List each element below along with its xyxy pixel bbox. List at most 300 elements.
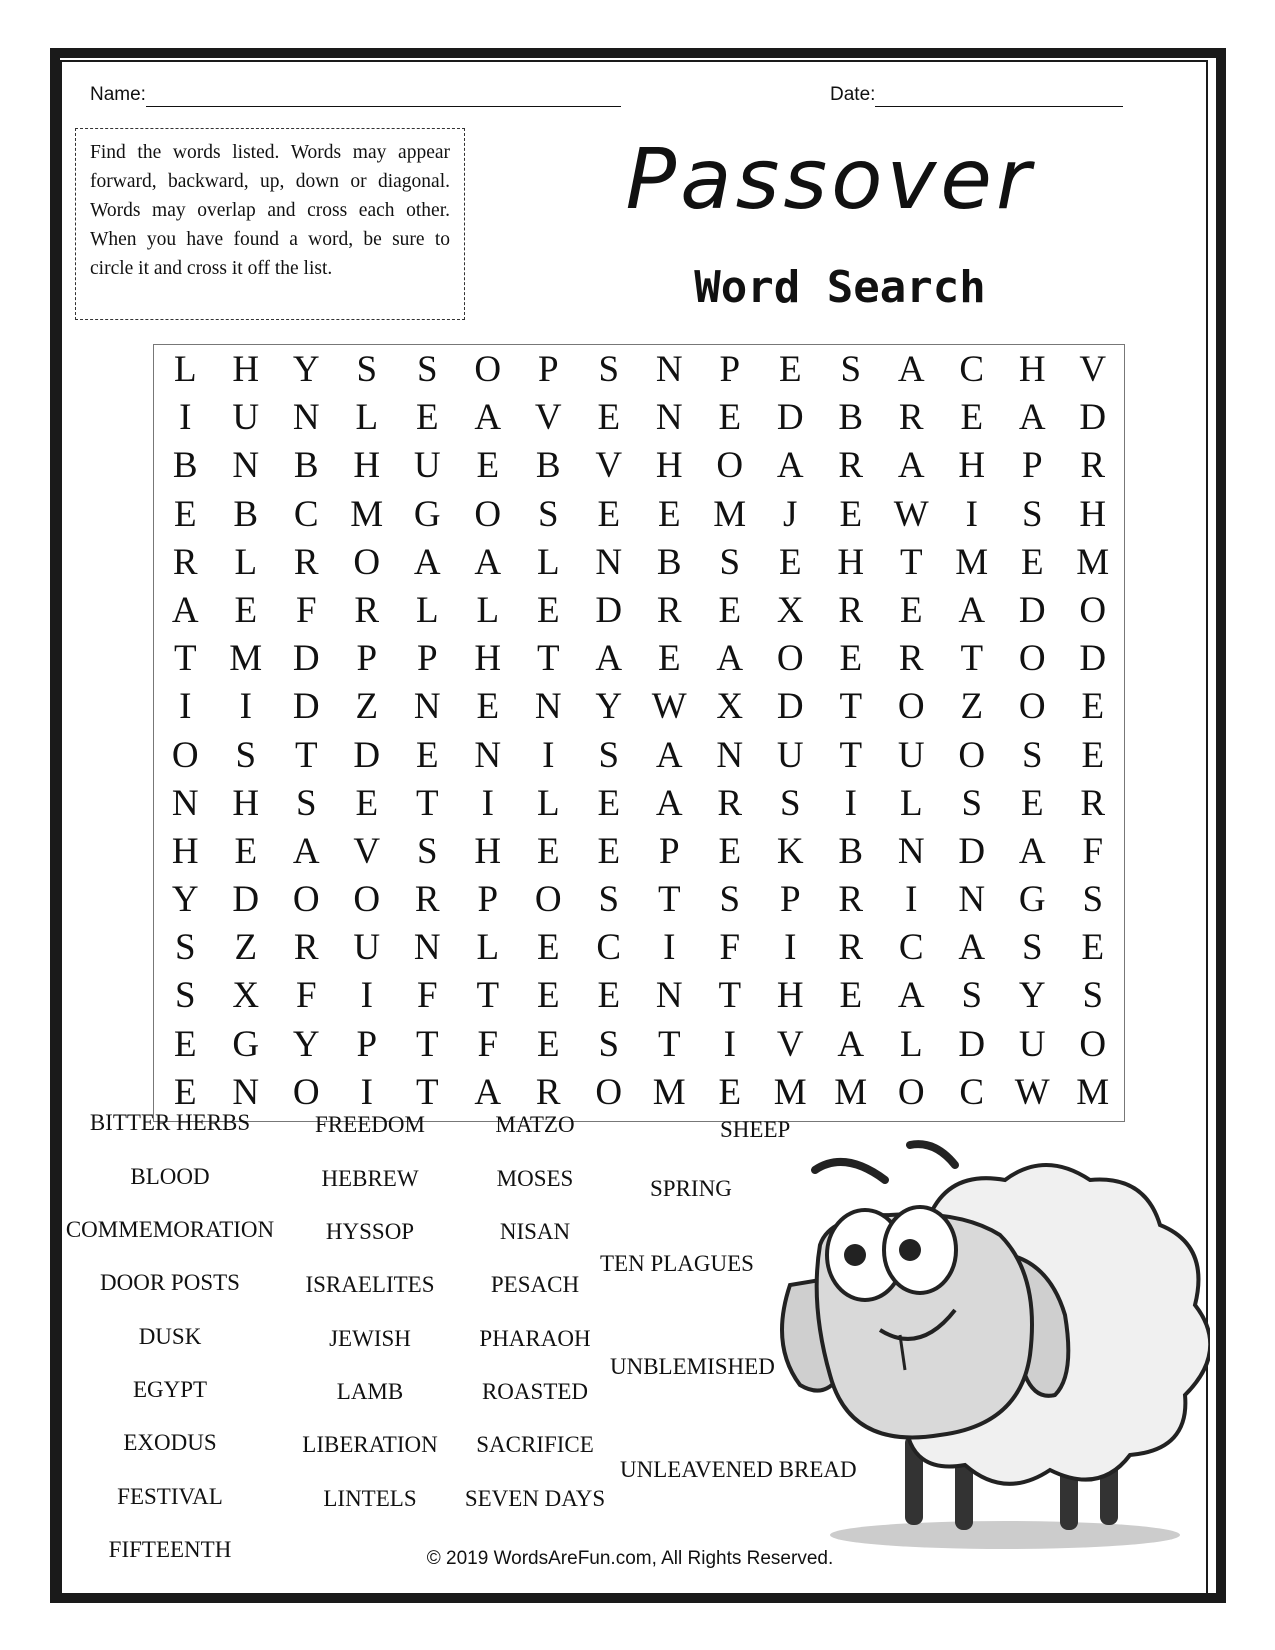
grid-letter[interactable]: O [353,879,381,921]
word-list-item[interactable]: JEWISH [329,1326,411,1351]
grid-letter[interactable]: S [295,782,317,824]
grid-letter[interactable]: E [899,589,923,631]
grid-letter[interactable]: G [413,493,441,535]
grid-letter[interactable]: A [292,830,320,872]
grid-letter[interactable]: X [776,589,804,631]
grid-letter[interactable]: N [292,397,320,439]
grid-letter[interactable]: S [1082,879,1104,921]
grid-letter[interactable]: X [232,975,260,1017]
word-list-item[interactable]: FIFTEENTH [108,1537,232,1562]
grid-letter[interactable]: S [1082,975,1104,1017]
grid-letter[interactable]: R [1080,445,1106,487]
grid-letter[interactable]: A [776,445,804,487]
word-list-item[interactable]: EGYPT [132,1377,208,1402]
grid-letter[interactable]: D [1079,638,1107,680]
grid-letter[interactable]: D [776,686,804,728]
grid-letter[interactable]: A [897,445,925,487]
grid-letter[interactable]: T [718,975,742,1017]
grid-letter[interactable]: B [233,493,259,535]
grid-letter[interactable]: R [838,927,864,969]
grid-letter[interactable]: E [234,830,258,872]
grid-letter[interactable]: D [958,1023,986,1065]
grid-letter[interactable]: L [536,782,560,824]
grid-letter[interactable]: R [172,541,198,583]
grid-letter[interactable]: P [477,879,499,921]
grid-letter[interactable]: N [655,349,683,390]
grid-letter[interactable]: L [899,1023,923,1065]
grid-letter[interactable]: I [905,879,918,921]
grid-letter[interactable]: H [1018,349,1046,390]
grid-letter[interactable]: Y [292,349,320,390]
grid-letter[interactable]: D [292,638,320,680]
word-list-item[interactable]: LINTELS [323,1486,417,1511]
word-list-item[interactable]: HYSSOP [325,1219,415,1244]
grid-letter[interactable]: E [597,975,621,1017]
grid-letter[interactable]: E [173,1023,197,1065]
word-list-item[interactable]: DUSK [138,1324,202,1349]
date-label: Date: [830,84,876,105]
grid-letter[interactable]: A [958,589,986,631]
grid-letter[interactable]: C [898,927,924,969]
grid-letter[interactable]: S [961,782,983,824]
grid-letter[interactable]: V [595,445,623,487]
grid-letter[interactable]: H [958,445,986,487]
grid-letter[interactable]: B [172,445,198,487]
grid-letter[interactable]: T [476,975,500,1017]
grid-letter[interactable]: D [1079,397,1107,439]
grid-letter[interactable]: X [716,686,744,728]
grid-letter[interactable]: O [292,879,320,921]
grid-letter[interactable]: O [474,349,502,390]
grid-letter[interactable]: E [839,638,863,680]
grid-letter[interactable]: T [415,1071,439,1113]
grid-letter[interactable]: T [657,1023,681,1065]
grid-letter[interactable]: T [899,541,923,583]
grid-letter[interactable]: H [474,830,502,872]
grid-letter[interactable]: H [232,349,260,390]
word-list-item[interactable]: UNBLEMISHED [610,1354,775,1379]
grid-letter[interactable]: A [474,541,502,583]
word-list-item[interactable]: LIBERATION [302,1432,438,1457]
grid-letter[interactable]: E [597,830,621,872]
word-list-item[interactable]: MATZO [495,1112,575,1137]
page-title: Passover [625,130,1035,228]
grid-letter[interactable]: B [838,397,864,439]
grid-letter[interactable]: C [959,1071,985,1113]
grid-letter[interactable]: O [1018,686,1046,728]
grid-letter[interactable]: O [534,879,562,921]
grid-letter[interactable]: Z [234,927,258,969]
grid-letter[interactable]: P [719,349,741,390]
date-line[interactable] [875,84,1123,107]
grid-letter[interactable]: A [474,397,502,439]
instructions-box [75,128,465,320]
grid-letter[interactable]: T [536,638,560,680]
word-list-item[interactable]: ROASTED [481,1379,589,1404]
grid-letter[interactable]: S [1021,927,1043,969]
grid-letter[interactable]: E [1020,782,1044,824]
grid-letter[interactable]: B [838,830,864,872]
grid-letter[interactable]: F [477,1023,499,1065]
word-list-item[interactable]: PESACH [490,1272,580,1297]
grid-letter[interactable]: F [295,589,317,631]
sheep-brow-left [815,1162,885,1180]
grid-letter[interactable]: E [778,541,802,583]
grid-letter[interactable]: S [598,349,620,390]
grid-letter[interactable]: O [171,734,199,776]
grid-letter[interactable]: Z [960,686,984,728]
grid-letter[interactable]: C [959,349,985,390]
grid-letter[interactable]: R [354,589,380,631]
grid-letter[interactable]: E [1081,927,1105,969]
grid-letter[interactable]: E [718,589,742,631]
sheep-shadow [830,1521,1180,1549]
word-list-item[interactable]: SEVEN DAYS [464,1486,606,1511]
grid-letter[interactable]: M [350,493,384,535]
sheep-brow-right [910,1144,955,1165]
grid-letter[interactable]: I [179,397,192,439]
grid-letter[interactable]: E [718,830,742,872]
grid-letter[interactable]: N [171,782,199,824]
word-list-item[interactable]: SPRING [650,1176,732,1201]
grid-letter[interactable]: B [293,445,319,487]
copyright: © 2019 WordsAreFun.com, All Rights Reserved. [426,1548,834,1569]
grid-letter[interactable]: S [1021,493,1043,535]
grid-letter[interactable]: A [958,927,986,969]
grid-letter[interactable]: V [534,397,562,439]
grid-letter[interactable]: O [897,1071,925,1113]
grid-letter[interactable]: Y [171,879,199,921]
grid-letter[interactable]: L [536,541,560,583]
grid-letter[interactable]: N [716,734,744,776]
word-list-item[interactable]: DOOR POSTS [100,1270,240,1295]
grid-letter[interactable]: D [1018,589,1046,631]
grid-letter[interactable]: E [597,493,621,535]
grid-letter[interactable]: E [173,493,197,535]
grid-letter[interactable]: Z [355,686,379,728]
grid-letter[interactable]: L [415,589,439,631]
grid-letter[interactable]: R [293,927,319,969]
grid-letter[interactable]: H [837,541,865,583]
grid-letter[interactable]: D [292,686,320,728]
grid-letter[interactable]: U [776,734,804,776]
grid-letter[interactable]: R [838,879,864,921]
grid-letter[interactable]: I [239,686,252,728]
grid-letter[interactable]: A [655,734,683,776]
grid-letter[interactable]: S [840,349,862,390]
grid-letter[interactable]: E [1081,734,1105,776]
grid-letter[interactable]: R [535,1071,561,1113]
grid-letter[interactable]: P [658,830,680,872]
grid-letter[interactable]: N [232,445,260,487]
grid-letter[interactable]: M [955,541,989,583]
grid-letter[interactable]: E [355,782,379,824]
grid-letter[interactable]: R [717,782,743,824]
grid-letter[interactable]: S [598,734,620,776]
grid-letter[interactable]: P [537,349,559,390]
grid-letter[interactable]: I [965,493,978,535]
word-list-item[interactable]: NISAN [499,1219,571,1244]
grid-letter[interactable]: O [716,445,744,487]
grid-letter[interactable]: W [651,686,687,728]
date-field [830,84,1123,107]
grid-letter[interactable]: D [232,879,260,921]
grid-letter[interactable]: M [834,1071,868,1113]
grid-letter[interactable]: E [476,445,500,487]
grid-letter[interactable]: A [837,1023,865,1065]
grid-letter[interactable]: H [474,638,502,680]
grid-letter[interactable]: O [353,541,381,583]
word-list-item[interactable]: PHARAOH [479,1326,591,1351]
grid-letter[interactable]: M [713,493,747,535]
grid-letter[interactable]: Y [1018,975,1046,1017]
grid-letter[interactable]: O [1018,638,1046,680]
grid-letter[interactable]: K [776,830,804,872]
word-list-item[interactable]: MOSES [496,1166,574,1191]
grid-letter[interactable]: I [542,734,555,776]
grid-letter[interactable]: W [1014,1071,1050,1113]
grid-letter[interactable]: J [783,493,798,535]
grid-letter[interactable]: I [663,927,676,969]
word-list-item[interactable]: FREEDOM [315,1112,425,1137]
grid-letter[interactable]: B [535,445,561,487]
grid-letter[interactable]: D [353,734,381,776]
grid-letter[interactable]: O [595,1071,623,1113]
grid-letter[interactable]: D [958,830,986,872]
grid-letter[interactable]: E [960,397,984,439]
name-label: Name: [90,84,146,105]
grid-letter[interactable]: E [1081,686,1105,728]
grid-letter[interactable]: U [232,397,260,439]
grid-letter[interactable]: T [839,686,863,728]
grid-letter[interactable]: A [474,1071,502,1113]
grid-letter[interactable]: O [958,734,986,776]
grid-letter[interactable]: P [1021,445,1043,487]
grid-letter[interactable]: T [960,638,984,680]
grid-letter[interactable]: R [1080,782,1106,824]
grid-letter[interactable]: I [360,975,373,1017]
grid-letter[interactable]: U [413,445,441,487]
word-list-item[interactable]: COMMEMORATION [65,1217,275,1242]
grid-letter[interactable]: D [595,589,623,631]
grid-letter[interactable]: R [838,589,864,631]
grid-letter[interactable]: L [173,349,197,390]
grid-letter[interactable]: N [474,734,502,776]
grid-letter[interactable]: R [838,445,864,487]
grid-letter[interactable]: T [294,734,318,776]
grid-letter[interactable]: N [958,879,986,921]
grid-letter[interactable]: B [656,541,682,583]
word-list-item[interactable]: BITTER HERBS [89,1110,251,1135]
grid-letter[interactable]: H [171,830,199,872]
grid-letter[interactable]: O [776,638,804,680]
grid-letter[interactable]: A [897,975,925,1017]
grid-letter[interactable]: O [292,1071,320,1113]
grid-letter[interactable]: V [353,830,381,872]
grid-letter[interactable]: F [719,927,741,969]
grid-letter[interactable]: S [537,493,559,535]
grid-letter[interactable]: T [415,1023,439,1065]
grid-letter[interactable]: D [776,397,804,439]
grid-letter[interactable]: E [657,493,681,535]
grid-letter[interactable]: O [897,686,925,728]
grid-letter[interactable]: L [234,541,258,583]
grid-letter[interactable]: R [293,541,319,583]
grid-letter[interactable]: I [844,782,857,824]
grid-letter[interactable]: R [656,589,682,631]
grid-letter[interactable]: S [779,782,801,824]
page-subtitle: Word Search [694,262,986,313]
grid-letter[interactable]: S [174,975,196,1017]
grid-letter[interactable]: H [776,975,804,1017]
grid-letter[interactable]: W [893,493,929,535]
grid-letter[interactable]: H [655,445,683,487]
grid-letter[interactable]: L [899,782,923,824]
grid-letter[interactable]: E [718,397,742,439]
grid-letter[interactable]: E [536,1023,560,1065]
grid-letter[interactable]: S [174,927,196,969]
word-list-item[interactable]: LAMB [336,1379,404,1404]
grid-letter[interactable]: E [597,782,621,824]
grid-letter[interactable]: N [232,1071,260,1113]
grid-letter[interactable]: S [416,349,438,390]
grid-letter[interactable]: L [355,397,379,439]
grid-letter[interactable]: L [476,927,500,969]
grid-letter[interactable]: H [1079,493,1107,535]
grid-letter[interactable]: M [1076,541,1110,583]
grid-letter[interactable]: O [1079,1023,1107,1065]
grid-letter[interactable]: O [474,493,502,535]
grid-letter[interactable]: E [597,397,621,439]
grid-letter[interactable]: N [655,397,683,439]
grid-letter[interactable]: A [716,638,744,680]
grid-letter[interactable]: S [1021,734,1043,776]
word-list-item[interactable]: HEBREW [321,1166,419,1191]
word-list-item[interactable]: EXODUS [123,1430,217,1455]
grid-letter[interactable]: T [415,782,439,824]
grid-letter[interactable]: L [476,589,500,631]
grid-letter[interactable]: P [779,879,801,921]
grid-letter[interactable]: N [413,927,441,969]
word-list-item[interactable]: SACRIFICE [476,1432,594,1457]
grid-letter[interactable]: S [598,1023,620,1065]
grid-letter[interactable]: I [481,782,494,824]
grid-letter[interactable]: M [652,1071,686,1113]
grid-letter[interactable]: P [356,638,378,680]
grid-letter[interactable]: E [657,638,681,680]
grid-letter[interactable]: I [179,686,192,728]
grid-letter[interactable]: S [356,349,378,390]
grid-letter[interactable]: A [413,541,441,583]
grid-letter[interactable]: E [778,349,802,390]
grid-letter[interactable]: G [1018,879,1046,921]
word-list-item[interactable]: SHEEP [720,1117,791,1142]
grid-letter[interactable]: V [776,1023,804,1065]
instructions-text: Find the words listed. Words may appear forward, backward, up, down or diagonal. Words may overlap and cross each other. When you have found a word, be sure to circle it and cross it off the list. [90,142,450,279]
grid-letter[interactable]: S [719,879,741,921]
grid-letter[interactable]: N [413,686,441,728]
grid-letter[interactable]: R [898,638,924,680]
grid-letter[interactable]: U [897,734,925,776]
grid-letter[interactable]: I [360,1071,373,1113]
grid-letter[interactable]: G [232,1023,260,1065]
grid-letter[interactable]: T [657,879,681,921]
grid-letter[interactable]: M [1076,1071,1110,1113]
grid-letter[interactable]: N [534,686,562,728]
grid-letter[interactable]: I [723,1023,736,1065]
grid-letter[interactable]: C [293,493,319,535]
grid-letter[interactable]: H [232,782,260,824]
grid-letter[interactable]: P [416,638,438,680]
grid-letter[interactable]: N [655,975,683,1017]
word-list-item[interactable]: UNLEAVENED BREAD [620,1457,857,1482]
grid-letter[interactable]: A [595,638,623,680]
grid-letter[interactable]: C [596,927,622,969]
grid-letter[interactable]: E [839,493,863,535]
grid-letter[interactable]: T [173,638,197,680]
grid-letter[interactable]: S [416,830,438,872]
grid-letter[interactable]: F [295,975,317,1017]
word-list-item[interactable]: BLOOD [130,1164,210,1189]
grid-letter[interactable]: N [595,541,623,583]
grid-letter[interactable]: M [229,638,263,680]
grid-letter[interactable]: A [1018,830,1046,872]
grid-letter[interactable]: E [234,589,258,631]
grid-letter[interactable]: N [897,830,925,872]
grid-letter[interactable]: M [773,1071,807,1113]
grid-letter[interactable]: S [235,734,257,776]
grid-letter[interactable]: U [353,927,381,969]
grid-letter[interactable]: T [839,734,863,776]
grid-letter[interactable]: E [415,734,439,776]
grid-letter[interactable]: E [718,1071,742,1113]
grid-letter[interactable]: R [414,879,440,921]
word-list-item[interactable]: TEN PLAGUES [600,1251,754,1276]
name-line[interactable] [146,84,621,107]
grid-letter[interactable]: A [655,782,683,824]
name-field [90,84,621,107]
grid-letter[interactable]: O [1079,589,1107,631]
grid-letter[interactable]: S [598,879,620,921]
grid-letter[interactable]: E [536,589,560,631]
grid-letter[interactable]: Y [595,686,623,728]
grid-letter[interactable]: E [476,686,500,728]
grid-letter[interactable]: E [839,975,863,1017]
grid-letter[interactable]: E [536,927,560,969]
grid-letter[interactable]: F [416,975,438,1017]
grid-letter[interactable]: V [1079,349,1107,390]
grid-letter[interactable]: S [961,975,983,1017]
grid-letter[interactable]: E [173,1071,197,1113]
word-list-item[interactable]: FESTIVAL [117,1484,223,1509]
grid-letter[interactable]: R [898,397,924,439]
grid-letter[interactable]: A [897,349,925,390]
grid-letter[interactable]: E [536,830,560,872]
grid-letter[interactable]: H [353,445,381,487]
grid-letter[interactable]: E [536,975,560,1017]
word-list-item[interactable]: ISRAELITES [305,1272,435,1297]
grid-letter[interactable]: P [356,1023,378,1065]
grid-letter[interactable]: I [784,927,797,969]
grid-letter[interactable]: E [1020,541,1044,583]
grid-letter[interactable]: E [415,397,439,439]
grid-letter[interactable]: S [719,541,741,583]
grid-letter[interactable]: A [171,589,199,631]
grid-letter[interactable]: A [1018,397,1046,439]
grid-letter[interactable]: F [1082,830,1104,872]
grid-letter[interactable]: Y [292,1023,320,1065]
grid-letter[interactable]: U [1018,1023,1046,1065]
